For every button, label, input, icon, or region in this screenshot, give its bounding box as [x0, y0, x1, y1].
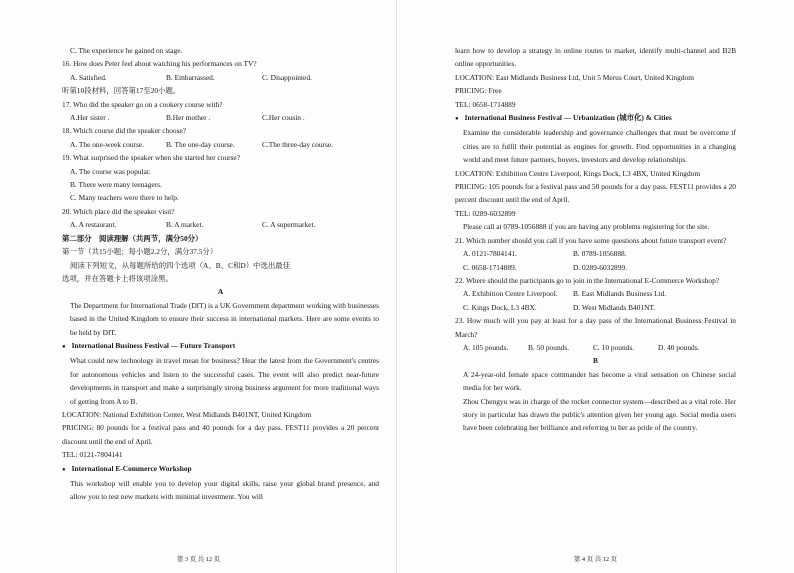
- q17-question: 17. Who did the speaker go on a cookery course with?: [62, 99, 223, 109]
- passage-b-paragraph-2: Zhou Chengyu was in charge of the rocket connector system—described as a vital role. Her story in particular has drawn the public's attention given her young age. Social media users have been celebrating her brilliance and referring to her as pride of the country.: [463, 396, 736, 433]
- q23-options: [455, 341, 736, 354]
- q17-option-a: A.Her sister .: [70, 113, 110, 123]
- q22-option-a: A. Exhibition Centre Liverpool.: [463, 289, 558, 299]
- event2-location: LOCATION: East Midlands Business Ltd, Unit 5 Merus Court, United Kingdom: [455, 72, 694, 82]
- event1-tel: TEL: 0121-7804141: [62, 450, 123, 460]
- q19-question: 19. What surprised the speaker when she started her course?: [62, 153, 240, 163]
- q18-option-b: B. The one-day course.: [166, 139, 235, 149]
- q19-option-c: C. Many teachers were there to help.: [70, 193, 179, 203]
- passage-a-intro: The Department for International Trade (DIT) is a UK Government department working with businesses based in the United Kingdom to ensure their success in international markets. Here are some events to be held by DIT.: [70, 300, 379, 337]
- q21-question: 21. Which number should you call if you have some questions about future transport event?: [455, 235, 727, 245]
- q23-question: 23. How much will you pay at least for a day pass of the International Business Festival in March?: [455, 316, 736, 339]
- q22-option-c: C. Kings Dock, L3 4BX.: [463, 302, 537, 312]
- instruction-line-2: 选项，并在答题卡上将该项涂黑。: [62, 273, 173, 283]
- q15-option-c: C. The experience he gained on stage.: [70, 46, 183, 55]
- q21-option-d: D. 0289-6032899.: [573, 262, 627, 272]
- event3-tel: TEL: 0289-6032899: [455, 208, 516, 218]
- q21-option-a: A. 0121-7804141.: [463, 249, 517, 259]
- q20-question: 20. Which place did the speaker visit?: [62, 206, 175, 216]
- passage-b-label: B: [593, 356, 598, 366]
- q19-option-b: B. There were many teenagers.: [70, 180, 162, 190]
- q21-options-row2: [455, 261, 736, 274]
- section1-heading: 第一节（共15小题；每小题2.2分，满分37.5分）: [62, 247, 218, 257]
- q23-option-d: D. 40 pounds.: [658, 342, 700, 352]
- event3-body: Examine the considerable leadership and governance challenges that must be overcome if cities are to fulfil their potential as engines for growth. Find opportunities in a changing world and meet future partners, buyers, investors and develop relationships.: [463, 128, 736, 165]
- event2-tel: TEL: 0658-1714889: [455, 99, 516, 109]
- q23-option-c: C. 10 pounds.: [593, 342, 635, 352]
- right-page: [397, 0, 794, 573]
- q18-question: 18. Which course did the speaker choose?: [62, 126, 187, 136]
- event1-title: ● International Business Festival — Future Transport: [62, 339, 379, 354]
- q17-option-c: C.Her cousin .: [262, 113, 305, 123]
- event2-title: ● International E-Commerce Workshop: [62, 462, 379, 477]
- event3-pricing: PRICING: 105 pounds for a festival pass and 50 pounds for a day pass. FEST11 provides a 20 percent discount until the end of April.: [455, 182, 736, 205]
- q22-question: 22. Where should the participants go to join in the International E-Commerce Workshop?: [455, 275, 720, 285]
- q19-option-a: A. The course was popular.: [70, 166, 151, 176]
- q17-options: [62, 111, 379, 124]
- q21-option-b: B. 0789-1056888.: [573, 249, 627, 259]
- q21-options-row1: [455, 247, 736, 260]
- q20-option-a: A. A restaurant.: [70, 220, 117, 230]
- q16-option-a: A. Satisfied.: [70, 72, 107, 82]
- q16-option-c: C. Disappointed.: [262, 72, 312, 82]
- q20-option-b: B. A market.: [166, 220, 204, 230]
- q23-option-b: B. 50 pounds.: [528, 342, 570, 352]
- q16-options: [62, 71, 379, 84]
- event3-title: ● International Business Festival — Urbanization (城市化) & Cities: [455, 111, 736, 126]
- q18-option-c: C.The three-day course.: [262, 139, 334, 149]
- q22-options-row1: [455, 287, 736, 300]
- q22-options-row2: [455, 301, 736, 314]
- q18-option-a: A. The one-week course.: [70, 139, 144, 149]
- part2-heading: 第二部分 阅读理解（共两节，满分50分）: [62, 233, 203, 243]
- listening-instruction: 听第10段材料，回答第17至20小题。: [62, 86, 181, 96]
- passage-b-paragraph-1: A 24-year-old female space commander has become a viral sensation on Chinese social media for her work.: [463, 369, 736, 393]
- page-footer-left: 第 3 页 共 12 页: [176, 556, 221, 563]
- event1-pricing: PRICING: 80 pounds for a festival pass and 40 pounds for a day pass. FEST11 provides a 20 percent discount until the end of April.: [62, 423, 379, 446]
- event2-body: This workshop will enable you to develop your digital skills, raise your global brand presence, and allow you to test new markets with minimal investment. You will: [70, 479, 379, 502]
- event1-body: What could new technology in travel mean for business? Hear the latest from the Government's centres for autonomous vehicles and listen to the successful cases. The event will also predict near-future developments in transport and make a surprisingly strong business argument for more traditional ways of getting from A to B.: [70, 356, 379, 406]
- event2-pricing: PRICING: Free: [455, 86, 502, 96]
- q20-option-c: C. A supermarket.: [262, 220, 316, 230]
- q22-option-b: B. East Midlands Business Ltd.: [573, 289, 667, 299]
- page-footer-right: 第 4 页 共 12 页: [573, 556, 618, 563]
- q21-option-c: C. 0658-1714889.: [463, 262, 517, 272]
- passage-a-label: A: [217, 287, 224, 297]
- q17-option-b: B.Her mother .: [166, 113, 211, 123]
- q22-option-d: D. West Midlands B401NT.: [573, 302, 656, 312]
- q20-options: [62, 218, 379, 231]
- event1-location: LOCATION: National Exhibition Center, West Midlands B401NT, United Kingdom: [62, 409, 312, 419]
- instruction-line-1: 阅读下列短文，从每题所给的四个选项（A、B、C和D）中选出最佳: [70, 260, 291, 270]
- q18-options: [62, 138, 379, 151]
- event2-continuation: learn how to develop a strategy in online routes to market, identify multi-channel and B2B online opportunities.: [455, 46, 736, 69]
- q16-question: 16. How does Peter feel about watching his performances on TV?: [62, 59, 257, 69]
- event3-location: LOCATION: Exhibition Centre Liverpool, Kings Dock, L3 4BX, United Kingdom: [455, 168, 701, 178]
- q16-option-b: B. Embarrassed.: [166, 72, 215, 82]
- q23-option-a: A. 105 pounds.: [463, 342, 509, 352]
- contact-note: Please call at 0789-1056888 if you are having any problems registering for the site.: [463, 222, 710, 232]
